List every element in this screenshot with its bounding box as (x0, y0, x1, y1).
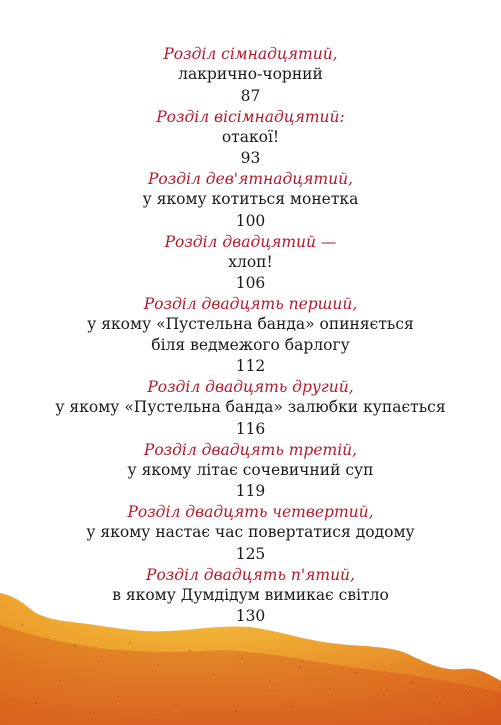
toc-entry-25 (0, 565, 501, 628)
chapter-description: у якому літає сочевичний суп (127, 460, 374, 479)
toc-entry-20 (0, 232, 501, 295)
chapter-description: лакрично-чорний (178, 65, 323, 83)
toc-entry-24 (0, 502, 501, 565)
toc-entry-18 (0, 107, 501, 170)
chapter-title: Розділ вісімнадцятий: (156, 107, 345, 126)
chapter-description: в якому Думдідум вимикає світло (112, 585, 389, 604)
toc-entry-21 (0, 294, 501, 377)
page-number: 93 (240, 149, 261, 167)
page-number: 130 (235, 607, 266, 625)
chapter-title: Розділ двадцять п'ятий, (146, 565, 355, 584)
page-number: 87 (240, 86, 261, 105)
toc-entry-22 (0, 377, 501, 440)
chapter-description: у якому «Пустельна банда» залюбки купається (55, 398, 446, 416)
chapter-title: Розділ сімнадцятий, (163, 45, 338, 63)
toc-entry-19 (0, 169, 501, 232)
chapter-title: Розділ двадцять другий, (147, 378, 354, 396)
chapter-description: у якому «Пустельна банда» опиняється (87, 315, 414, 333)
toc-entry-23 (0, 440, 501, 503)
chapter-description: у якому котиться монетка (142, 190, 359, 208)
chapter-title: Розділ двадцять третій, (143, 440, 358, 459)
page-number: 100 (235, 211, 266, 230)
page-number: 106 (235, 274, 266, 292)
chapter-title: Розділ дев'ятнадцятий, (148, 170, 353, 188)
chapter-title: Розділ двадцять четвертий, (127, 503, 374, 521)
page-number: 112 (235, 357, 266, 375)
chapter-description: отакої! (221, 127, 280, 146)
chapter-description: у якому настає час повертатися додому (86, 523, 415, 541)
table-of-contents (0, 44, 501, 627)
chapter-title: Розділ двадцятий — (164, 232, 337, 251)
page-number: 119 (235, 482, 266, 500)
page-number: 125 (235, 544, 266, 563)
toc-entry-17 (0, 44, 501, 107)
chapter-description-line-2: біля ведмежого барлогу (151, 335, 350, 354)
chapter-title: Розділ двадцять перший, (143, 295, 358, 313)
chapter-description: хлоп! (228, 252, 273, 271)
page-number: 116 (235, 419, 266, 438)
